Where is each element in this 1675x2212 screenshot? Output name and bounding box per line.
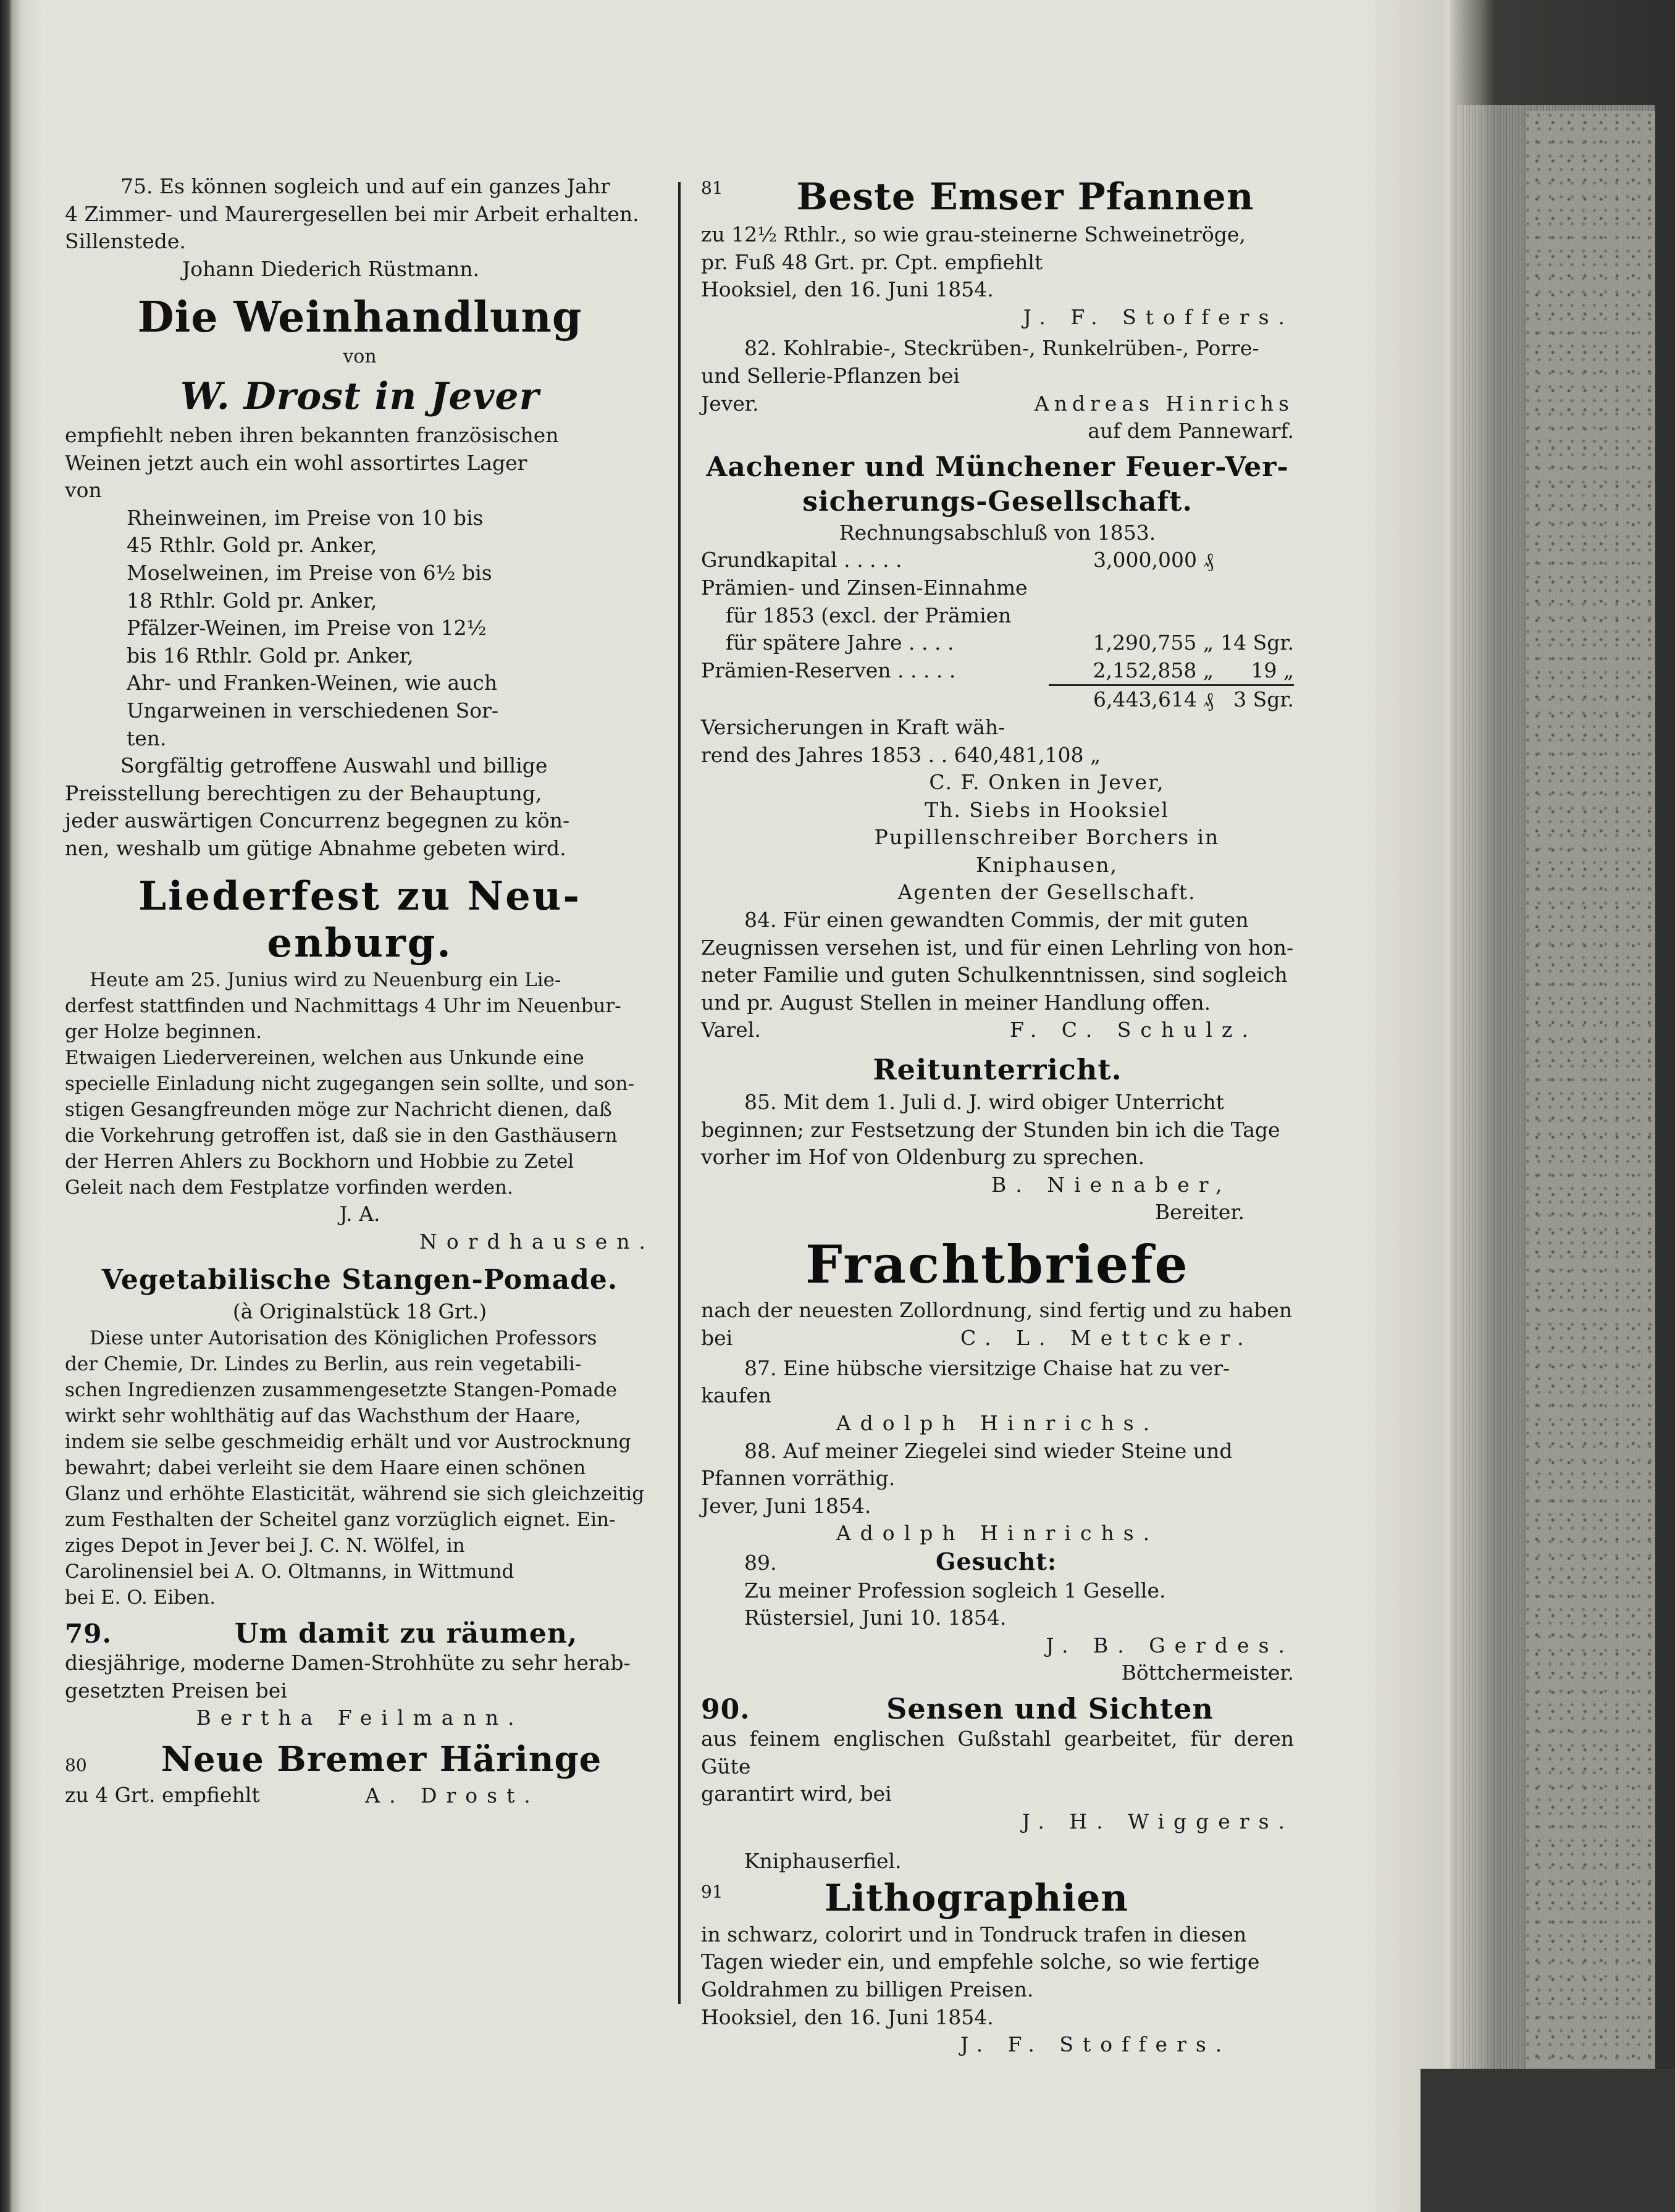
agents-list: C. F. Onken in Jever, Th. Siebs in Hooksiel Pupillenschreiber Borchers in Kniphausen, Agenten der Gesellschaft. — [874, 770, 1220, 905]
row-extra — [1214, 547, 1294, 574]
ad-number: 90. — [701, 1693, 750, 1725]
insured-sum: Versicherungen in Kraft wäh- rend des Jahres 1853 . . 640,481,108 „ — [701, 714, 1101, 767]
ad-signer: J. H. Wiggers. — [1022, 1809, 1294, 1833]
ad-signer-sub: Bereiter. — [1154, 1200, 1245, 1225]
ad-title: Vegetabilische Stangen-Pomade. — [101, 1263, 618, 1296]
ad-number: 91 — [701, 1881, 723, 1902]
ad-90 — [701, 1692, 1294, 1875]
ad-text: Diese unter Autorisation des Königlichen Professors der Chemie, Dr. Lindes zu Berlin, aus rein vegetabili- schen Ingredienzen zusammengesetzte Stangen-Pomade wirkt sehr wohlthätig auf das Wachsthum der Haare, indem sie selbe geschmeidig erhält und vor Austrocknung bewahrt; dabei verleiht sie dem Haare einen schönen Glanz und erhöhte Elasticität, während sie sich gleichzeitig zum Festhalten der Scheitel ganz vorzüglich eignet. Ein- ziges Depot in Jever bei J. C. N. Wölfel, in Carolinensiel bei A. O. Oltmanns, in Wittmund bei E. O. Eiben. — [65, 1327, 645, 1609]
ad-text: 87. Eine hübsche viersitzige Chaise hat zu ver- kaufen — [701, 1355, 1230, 1408]
row-label: Prämien- und Zinsen-Einnahme — [701, 575, 1028, 600]
ad-text: 75. Es können sogleich und auf ein ganzes Jahr 4 Zimmer- und Maurergesellen bei mir Arbeit erhalten. Sillenstede. — [65, 174, 639, 254]
ad-87 — [701, 1355, 1294, 1438]
ad-signer: J. A. — [339, 1202, 380, 1226]
ad-title: Reitunterricht. — [873, 1053, 1122, 1087]
ad-88 — [701, 1438, 1294, 1548]
right-column — [701, 173, 1294, 2059]
row-extra: 19 „ — [1251, 658, 1294, 682]
ad-text: 85. Mit dem 1. Juli d. J. wird obiger Unterricht beginnen; zur Festsetzung der Stunden bin ich die Tage vorher im Hof von Oldenburg zu sprechen. — [701, 1090, 1280, 1170]
ad-text: aus feinem englischen Gußstahl gearbeitet, für deren Güte garantirt wird, bei — [701, 1726, 1294, 1806]
ad-place: Varel. — [701, 1018, 761, 1042]
weinhandlung-ad — [65, 291, 655, 862]
row-value: 3,000,000 ₰ — [1093, 548, 1214, 572]
reitunterricht-ad — [701, 1050, 1294, 1226]
ad-signer: B. Nienaber, — [991, 1172, 1232, 1197]
ad-text: Zu meiner Profession sogleich 1 Geselle. Rüstersiel, Juni 10. 1854. — [744, 1578, 1166, 1630]
wine-item: Rheinweinen, im Preise von 10 bis 45 Rthlr. Gold pr. Anker, — [127, 505, 484, 558]
table-total-row — [701, 685, 1294, 714]
ad-84 — [701, 907, 1294, 1044]
left-column — [65, 173, 655, 1809]
book-edge-speckle — [1526, 111, 1655, 2069]
ad-signer-sub: auf dem Pannewarf. — [1088, 419, 1294, 443]
ad-text: 88. Auf meiner Ziegelei sind wieder Steine und Pfannen vorräthig. Jever, Juni 1854. — [701, 1438, 1233, 1518]
ad-number: 89. — [744, 1550, 777, 1575]
ad-title: Um damit zu räumen, — [234, 1618, 578, 1650]
ad-title: Beste Emser Pfannen — [796, 175, 1254, 219]
ad-signer: J. F. Stoffers. — [1023, 304, 1294, 329]
ad-text: zu 4 Grt. empfiehlt — [65, 1783, 260, 1808]
ad-text: Heute am 25. Junius wird zu Neuenburg ein Lie- derfest stattfinden und Nachmittags 4 Uhr im Neuenbur- ger Holze beginnen. Etwaigen Liedervereinen, welchen aus Unkunde eine specielle Einladung nicht zugegangen sein sollte, und son- stigen Gesangfreunden möge zur Nachricht dienen, daß die Vorkehrung getroffen ist, daß sie in den Gasthäusern der Herren Ahlers zu Bockhorn und Hobbie zu Zetel Geleit nach dem Festplatze vorfinden werden. — [65, 969, 634, 1199]
table-row — [701, 657, 1294, 685]
ad-89 — [701, 1548, 1294, 1687]
ad-number: 80 — [65, 1755, 87, 1776]
pomade-ad — [65, 1262, 655, 1611]
total-extra: 3 Sgr. — [1214, 685, 1294, 714]
ad-place: Jever. — [701, 391, 759, 416]
ad-von: von — [343, 346, 377, 368]
ad-text: nach der neuesten Zollordnung, sind fertig und zu haben bei — [701, 1298, 1293, 1350]
table-row — [701, 602, 1294, 630]
ad-text: 84. Für einen gewandten Commis, der mit guten Zeugnissen versehen ist, und für einen Lehrling von hon- neter Familie und guten Schulkenntnissen, sind sogleich und pr. August Stellen in meiner Handlung offen. — [701, 908, 1294, 1015]
ad-text: 82. Kohlrabie-, Steckrüben-, Runkelrüben-, Porre- und Sellerie-Pflanzen bei — [701, 336, 1259, 388]
total-value: 6,443,614 ₰ — [1049, 685, 1214, 714]
ad-text: zu 12½ Rthlr., so wie grau-steinerne Schweinetröge, pr. Fuß 48 Grt. pr. Cpt. empfiehlt Hooksiel, den 16. Juni 1854. — [701, 222, 1246, 302]
ad-80 — [65, 1737, 655, 1809]
ad-number: 79. — [65, 1619, 112, 1649]
ad-82 — [701, 335, 1294, 445]
book-edge-shadow — [1421, 2069, 1675, 2212]
ad-signer: C. L. Mettcker. — [960, 1326, 1253, 1351]
column-divider — [678, 182, 681, 2004]
ad-signer-sub: Böttchermeister. — [1121, 1661, 1294, 1685]
ad-91 — [701, 1875, 1294, 2059]
ad-signer: A. Drost. — [365, 1783, 540, 1808]
wine-item: Pfälzer-Weinen, im Preise von 12½ bis 16 Rthlr. Gold pr. Anker, — [127, 616, 487, 668]
row-label: für 1853 (excl. der Prämien — [726, 603, 1012, 627]
ad-signer: Adolph Hinrichs. — [836, 1521, 1159, 1546]
ad-closing: Sorgfältig getroffene Auswahl und billige Preisstellung berechtigen zu der Behauptung, jeder auswärtigen Concurrenz begegnen zu kön- nen, weshalb um gütige Abnahme gebeten wird. — [65, 753, 570, 860]
ad-place: Kniphauserfiel. — [744, 1849, 902, 1874]
ad-signer: F. C. Schulz. — [1010, 1018, 1257, 1042]
ad-signer: Johann Diederich Rüstmann. — [182, 256, 480, 281]
accounts-table — [701, 547, 1294, 714]
ad-79 — [65, 1618, 655, 1732]
ad-signer: Bertha Feilmann. — [196, 1706, 524, 1730]
ad-signer: Adolph Hinrichs. — [836, 1410, 1159, 1435]
ad-title: Aachener und Münchener Feuer-Ver- sicherungs-Gesellschaft. — [706, 451, 1289, 517]
ad-signer: Andreas Hinrichs — [1034, 391, 1294, 416]
row-label: Grundkapital . . . . . — [701, 548, 902, 572]
row-label: für spätere Jahre . . . . — [726, 631, 954, 655]
ad-signer: J. B. Gerdes. — [1046, 1633, 1294, 1657]
ad-75 — [65, 173, 655, 283]
row-extra: 14 Sgr. — [1220, 631, 1294, 655]
ad-signer: J. F. Stoffers. — [960, 2032, 1232, 2057]
table-row — [701, 547, 1294, 574]
ad-text: diesjährige, moderne Damen-Strohhüte zu sehr herab- gesetzten Preisen bei — [65, 1651, 631, 1703]
table-row — [701, 574, 1294, 602]
wine-item: Moselweinen, im Preise von 6½ bis 18 Rthlr. Gold pr. Anker, — [127, 560, 492, 613]
ad-number: 81 — [701, 178, 723, 198]
ad-title: Neue Bremer Häringe — [161, 1739, 602, 1780]
ad-title: Lithographien — [825, 1876, 1128, 1920]
ad-intro: empfiehlt neben ihren bekannten französischen Weinen jetzt auch ein wohl assortirtes Lager von — [65, 422, 559, 503]
ad-81 — [701, 173, 1294, 331]
ad-title: Gesucht: — [936, 1547, 1057, 1575]
row-label: Prämien-Reserven . . . . . — [701, 658, 956, 683]
ad-subtitle: Rechnungsabschluß von 1853. — [839, 520, 1156, 545]
ad-title: Die Weinhandlung — [137, 293, 582, 343]
row-value: 2,152,858 „ — [1093, 658, 1214, 682]
ad-title: Sensen und Sichten — [886, 1691, 1214, 1725]
ad-text: in schwarz, colorirt und in Tondruck trafen in diesen Tagen wieder ein, und empfehle solche, so wie fertige Goldrahmen zu billigen Preisen. Hooksiel, den 16. Juni 1854. — [701, 1922, 1260, 2029]
ad-firm: W. Drost in Jever — [180, 374, 540, 418]
table-row — [701, 629, 1294, 657]
ad-subtitle: (à Originalstück 18 Grt.) — [232, 1299, 487, 1323]
versicherung-ad — [701, 450, 1294, 907]
ad-title: Frachtbriefe — [805, 1234, 1190, 1295]
wine-item: Ahr- und Franken-Weinen, wie auch Ungarweinen in verschiedenen Sor- ten. — [127, 671, 499, 750]
row-value: 1,290,755 „ — [1093, 631, 1214, 655]
frachtbriefe-ad — [701, 1233, 1294, 1352]
liederfest-ad — [65, 873, 655, 1255]
ad-title: Liederfest zu Neu- enburg. — [138, 873, 581, 967]
ad-signer: Nordhausen. — [419, 1230, 655, 1254]
